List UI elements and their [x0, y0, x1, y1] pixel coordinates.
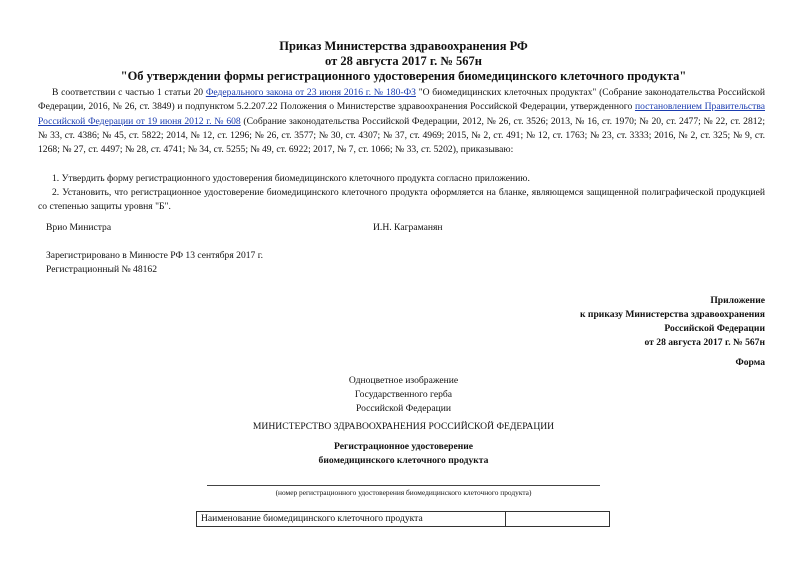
preamble-paragraph: [38, 86, 765, 157]
preamble-text-1: В соответствии с частью 1 статьи 20: [52, 87, 206, 98]
appendix-line-1: Приложение: [710, 295, 765, 306]
order-item-1: 1. Утвердить форму регистрационного удостоверения биомедицинского клеточного продукта согласно приложению.: [52, 173, 530, 184]
product-name-table: [196, 511, 610, 527]
certificate-number-caption: (номер регистрационного удостоверения биомедицинского клеточного продукта): [275, 488, 532, 497]
form-title-line-2: биомедицинского клеточного продукта: [318, 455, 489, 466]
registration-line-1: Зарегистрировано в Минюсте РФ 13 сентября 2017 г.: [46, 250, 263, 261]
preamble-text-3: (Собрание законодательства Российской Федерации, 2012, № 26, ст. 3526; 2013, № 16, ст. 1970; № 20, ст. 2477; № 22, ст. 2812; № 33, ст. 4386; № 45, ст. 5822; 2014, № 12, ст. 1296; № 26, ст. 3577; № 30, ст. 4307; № 37, ст. 4969; 2015, № 2, ст. 491; № 12, ст. 1763; № 23, ст. 3333; 2016, № 2, ст. 325; № 9, ст. 1268; № 27, ст. 4497; № 28, ст. 4741; № 34, ст. 5255; № 49, ст. 6922; 2017, № 7, ст. 1066; № 33, ст. 5202), приказываю:: [38, 115, 765, 156]
preamble-text-2: "О биомедицинских клеточных продуктах" (Собрание законодательства Российской Федерации, 2016, № 26, ст. 3849) и подпунктом 5.2.207.22 Положения о Министерстве здравоохранения Российской Федерации, утвержденного: [38, 87, 766, 113]
emblem-note-line-2: Государственного герба: [354, 389, 453, 400]
signatory-name: И.Н. Каграманян: [373, 222, 443, 233]
product-name-value-cell[interactable]: [506, 512, 610, 527]
form-title-line-1: Регистрационное удостоверение: [333, 441, 474, 452]
federal-law-link[interactable]: Федерального закона от 23 июня 2016 г. № 180-ФЗ: [205, 87, 416, 98]
appendix-line-3: Российской Федерации: [664, 323, 765, 334]
table-row: [197, 512, 610, 527]
ministry-name: МИНИСТЕРСТВО ЗДРАВООХРАНЕНИЯ РОССИЙСКОЙ ФЕДЕРАЦИИ: [252, 421, 555, 432]
product-name-label-cell: Наименование биомедицинского клеточного продукта: [197, 512, 506, 527]
form-label: Форма: [735, 357, 765, 368]
government-decree-link[interactable]: постановлением Правительства Российской Федерации от 19 июня 2012 г. № 608: [38, 101, 766, 127]
doc-title-line2: от 28 августа 2017 г. № 567н: [324, 54, 482, 68]
doc-title-line3: "Об утверждении формы регистрационного удостоверения биомедицинского клеточного продукта": [120, 69, 687, 83]
doc-title-line1: Приказ Министерства здравоохранения РФ: [279, 39, 528, 53]
appendix-line-2: к приказу Министерства здравоохранения: [580, 309, 765, 320]
certificate-number-line: [207, 485, 600, 486]
emblem-note-line-1: Одноцветное изображение: [348, 375, 459, 386]
emblem-note-line-3: Российской Федерации: [356, 403, 451, 414]
order-item-2: 2. Установить, что регистрационное удостоверение биомедицинского клеточного продукта оформляется на бланке, являющемся защищенной полиграфической продукцией со степенью защиты уровня "Б".: [38, 187, 765, 213]
registration-line-2: Регистрационный № 48162: [46, 264, 158, 275]
appendix-line-4: от 28 августа 2017 г. № 567н: [644, 337, 765, 348]
signatory-position: Врио Министра: [46, 222, 112, 233]
